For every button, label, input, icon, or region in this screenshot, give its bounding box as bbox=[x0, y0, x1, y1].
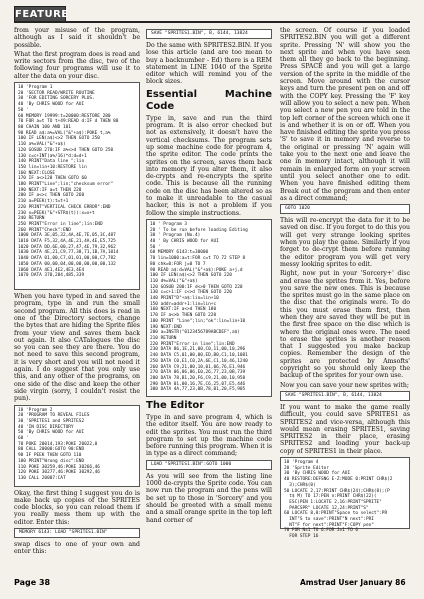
column-2 bbox=[146, 27, 272, 526]
paragraph: Right, now put in your 'Sorcery+' disc and erase the sprites from it. Yes, before you save the new ones. This is because the sprites must go in the same place on the disc that the originals were. To do this you must erase them first, then when they are saved they will be put in the first free space on the disc which is where the original ones were. The need to erase the sprites is another reason that I suggested you make backup copies. Remember the design of the sprites are protected by Amsofts' copyright so you should only keep the backup of the sprites for your own use. bbox=[280, 270, 410, 380]
paragraph: This will re-encrypt the data for it to be saved on disc. If you forget to do this you will get very strange looking sprites when you play the game. Similarly if you forget to de-crypt them before running the editor program you will get very messy looking sprites to edit. bbox=[280, 217, 410, 268]
command-box: SAVE "SPRITES1.BIN", B, 6144, 13824 bbox=[280, 391, 410, 401]
column-3 bbox=[280, 27, 411, 540]
section-banner: FEATURE bbox=[14, 6, 66, 23]
magazine-issue: Amstrad User January 86 bbox=[300, 578, 406, 587]
page-number: Page 38 bbox=[14, 578, 51, 587]
paragraph: swap discs to one of your own and enter this: bbox=[14, 541, 140, 556]
paragraph: from your misuse of the program, although as I said it shouldn't be possible. bbox=[14, 27, 140, 49]
paragraph: Type in, save and run the third program. It is also error checked but not as extensively, it doesn't have the vertical checksums. The program sets up some machine code for program 4, the sprite editor. The code prints the sprites on the screen, saves them back into memory if you alter them, it also de-crypts and re-encrypts the sprite code. This is because all the running code on the disc has been altered so as to make it unreadable to the casual hacker, this is not a problem if you follow the simple instructions. bbox=[146, 114, 272, 217]
program-listing-2: 10 'Program 2 20 'PROGRAM TO REVEAL FILES 30 'SPRITES1 and SPRITES2 40 'IN DISC DIRECTORY 50 'By CHRIS WOOD for AUI 60 ' 70 POKE 20014,193:POKE 20022,0 80 CALL 20000:GOTO 90:END 90 IF PEEK THEN GOTO 110 100 PRINT"Wrong disc":END 110 POKE 30259,46:POKE 30266,46 120 POKE 30277,46:POKE 30292,46 130 CALL 20007:CAT bbox=[14, 405, 140, 487]
paragraph: the screen. Of course if you loaded SPRITES2.BIN you will get a different sprite. Pressing 'N' will show you the next sprite and when you have seen them all they go back to the beginning. Press SPACE and you will get a large version of the sprite in the middle of the screen. Move around with the cursor keys and turn the present pen on and off with the COPY key. Pressing the 'F' key will allow you to select a new pen. When you select a new pen you are told in the top left corner of the screen which one it is and whether it is on or off. When you have finished editing the sprite you press 'S' to save it in memory and reverse to the original or pressing 'N' again will take you to the next one and leave the one in memory intact, although it will remain in enlarged form on your screen until you select another one to edit. When you have finished editing them Break out of the program and then enter as a direct command; bbox=[280, 27, 411, 202]
paragraph: As you will see from the listing line 1000 de-crypts the Sprite code. You can now run the program and the pens will be set up to those in 'Sorcery' and you should be greeted with a small menu and a small orange sprite in the top left hand corner of bbox=[146, 472, 272, 524]
command-box: SAVE "SPRITES1.BIN", B, 6144, 13824 bbox=[146, 29, 272, 39]
paragraph: Now you can save your new sprites with; bbox=[280, 381, 409, 389]
command-box: MEMORY 6143: LOAD "SPRITES1.BIN" bbox=[14, 528, 140, 538]
section-heading: Essential Machine Code bbox=[146, 88, 272, 112]
header-rule bbox=[14, 21, 410, 23]
paragraph: When you have typed in and saved the program, type in and run the small second program. All this does is read in one of the Directory sectors, change the bytes that are hiding the Sprite files from your view and saves them back out again. It also CATalogues the disc so you can see they are there. You do not need to save this second program, it is very short and you will not need it again. I do suggest that you only use this, and any other of the programs, on one side of the disc and keep the other side virgin (sorry, I couldn't resist the pun). bbox=[14, 293, 140, 403]
paragraph: Type in and save program 4, which is the editor itself. You are now ready to edit the sprites. You must run the third program to set up the machine code before running this program. When it is in type as a direct command; bbox=[146, 413, 272, 458]
paragraph: Do the same with SPRITES2.BIN. If you lose this article (and are too mean to buy a backnumber - Ed) there is a REM statement in LINE 1040 of the Sprite editor which will remind you of the block sizes. bbox=[146, 42, 272, 86]
program-listing-4: 10 'Program 4 20 'Sprite Editor 30 'By CHRIS WOOD for AUI 40 RESTORE:DEFSNG E-Z:MODE 0:PRINT CHR$(2 3);CHR$(0) 50 LOCATE 2,17:PRINT CHR$(24);CHR$(8);(P t$ M) TO 17:PEN n:PRINT CHR$(22)( ESC)PEN 1:LOCATE 2,16:PRINT"SPRITE" PARCSPR" LOCATE 12,24:PRINT"S" 60 LOCATE 8,8:PRINT"Space to select":PR INT"S to save":PRINT"N next":PRI NT"F for next":PRINT"F:COPY pen" 70 FOR N=1 TO 6:FOR J=1 TO 6 FOR STEP 16 bbox=[280, 457, 410, 529]
paragraph: Okay, the first thing I suggest you do is make back up copies of the SPRITES code blocks, so you can reload them if you really mess them up with the editor. Enter this: bbox=[14, 489, 140, 526]
command-box: GOTO 1020 bbox=[280, 204, 410, 214]
paragraph: What the first program does is read and write sectors from the disc, two of the following four programs will use it to alter the data on your disc. bbox=[14, 50, 140, 80]
program-listing-1: 10 'Program 1 20 'SECTOR READ/WRITE ROUTINE 30 'FOR EDITING SORCERY PLUS. 40 'By CHRIS WOOD for AUI 50 ' 60 MEMORY 19999:t=20000:RESTORE 280 70 FOR a=t TO t+49:READ d:IF d THEN 80 80 CHAIN 100 AND 101 90 READ a$:a%=VAL("&"+a$):POKE t,a% 100 IF LEN(a$)<>2 THEN GOTO 250 110 a%=VAL("&"+a$) 120 GOSUB 270:IF a%<>d THEN GOTO 250 130 c=c+INT(a%/16)*d:d=d+1 140 PRINT"Data line ";lin 150 lin=lin+10:RESTORE lin 160 NEXT:CLOSE 170 IF a<>128 THEN GOTO 60 180 PRINT"Line";lin;"checksum error" 190 NEXT:IF a=t THEN 220 200 IF a<>c THEN GOTO 260 210 a=PEEK(t):t=t+1 220 PRINT"VERTICAL CHECK ERROR":END 230 x=PEEK("&"+STR$(t)):x=x+t 240 RETURN 250 PRINT"Error in line";lin:END 260 PRINT"Check":END 1000 DATA 3E,05,32,4A,4E,7E,05,3C,487 1010 DATA F5,32,4A,4E,21,4A,4E,E5,725 1020 DATA DD,6E,00,27,47,4E,79,32,962 1030 DATA 4E,21,C9,77,38,71,1B,7A,1014 1040 DATA 01,00,C7,01,01,00,00,C7,782 1050 DATA 00,00,04,00,00,00,00,00,132 1060 DATA 4E1,4E2,4E3,4E4 1070 DATA 370,284,485,339 bbox=[14, 82, 140, 290]
paragraph: If you want to make the game really difficult, you could save SPRITES1 as SPRITES2 and vice-versa, although this would mean erasing SPRITES1, saving SPRITES2 in their place, erasing SPRITES2 and loading your back-up copy of SPRITES1 in their place. bbox=[280, 403, 410, 455]
program-listing-3: 10 ' Program 3 20 ' To be run before loading Editing 30 ' Program (No.4) 40 ' By CHRIS WOOD for AUI 50 ' 60 MEMORY 6143:t=30000 70 lin=1000:a=t:FOR c=t TO 72 STEP 8 80 chk=0:FOR j=0 TO 7 90 READ a$:d=VAL("&"+a$):POKE a+j,d 100 IF LEN(a$)<>2 THEN GOTO 220 110 d%=VAL("&"+a$) 120 GOSUB 200:IF d<>0 THEN GOTO 220 130 c=c+1:IF c<>d THEN GOTO 220 140 PRINT"D"+a$:lin=lin+10 150 addr=addr+1:lin=lin+c 160 NEXT:IF a<>d THEN 180 170 IF a<>b THEN GOTO 220 180 PRINT "Line";lin;"ok":lin=lin+10 190 NEXT:END 200 a=INSTR("0123456789ABCDEF",a$) 210 RETURN 220 PRINT"Error in line";lin:END 230 DATA 86,1E,21,00,C0,11,00,10,296 240 DATA C5,01,00,00,ED,B0,C1,10,1081 250 DATA C0,E1,C0,2A,6E,C1,10,46,1240 260 DATA C9,21,00,10,01,06,76,E1,946 270 DATA 06,06,86,E0,26,77,23,0B,739 280 DATA 78,B1,20,F6,C9,21,00,10,958 290 DATA 01,00,16,7E,C6,25,07,E5,446 300 DATA 4A,77,23,0B,78,B1,20,F5,905 bbox=[146, 219, 272, 397]
command-box: LOAD "SPRITES1.BIN":GOTO 1000 bbox=[146, 460, 272, 470]
section-heading: The Editor bbox=[146, 399, 205, 411]
column-1 bbox=[14, 27, 140, 558]
